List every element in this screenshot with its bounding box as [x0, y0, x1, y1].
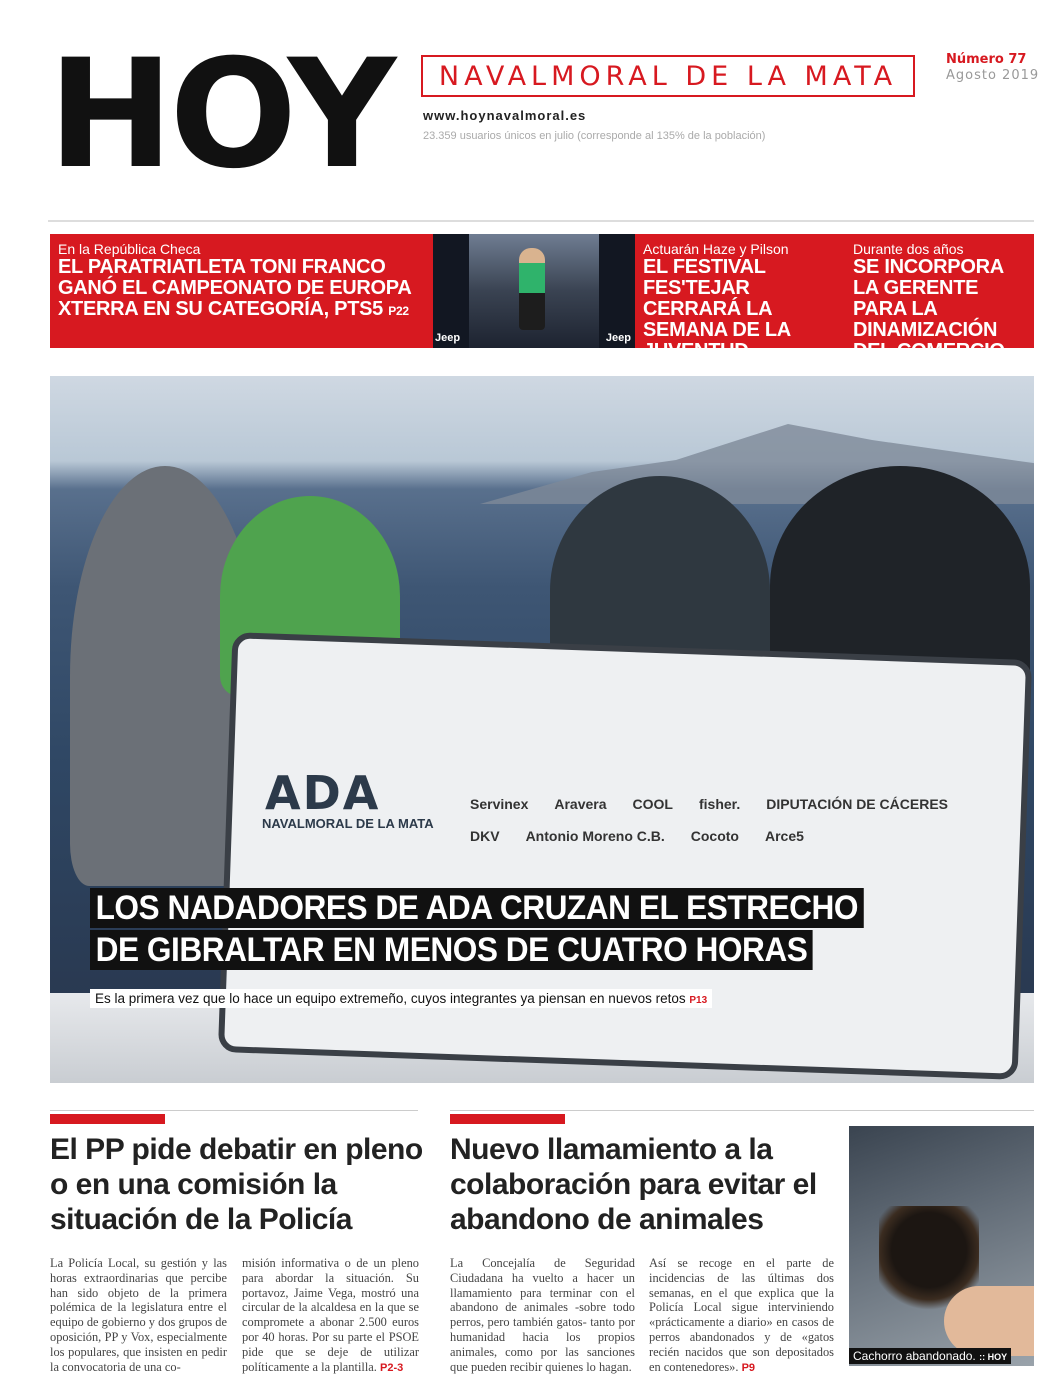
story-headline: EL FESTIVAL FES'TEJAR CERRARÁ LA SEMANA DE LA JUVENTUD P17 — [643, 256, 791, 362]
article-title-police[interactable]: El PP pide debatir en pleno o en una comisión la situación de la Policía — [50, 1133, 423, 1236]
site-url-link[interactable]: www.hoynavalmoral.es — [423, 108, 587, 123]
page-ref: P22 — [388, 304, 409, 318]
strip-story-commerce[interactable] — [845, 234, 1034, 362]
finish-banner-left — [433, 234, 469, 348]
section-divider — [50, 1110, 418, 1111]
sponsor-logo: Jeep — [605, 332, 631, 344]
strip-story-triathlete[interactable] — [50, 234, 433, 348]
issue-number: Número 77 — [946, 52, 1027, 67]
sponsor-logos — [470, 796, 990, 844]
sponsor-logo: Antonio Moreno C.B. — [525, 828, 665, 844]
sponsor-logo: Cocoto — [690, 828, 739, 844]
hoy-logo[interactable]: HOY — [48, 28, 393, 202]
story-headline: EL PARATRIATLETA TONI FRANCO GANÓ EL CAMPEONATO DE EUROPA XTERRA EN SU CATEGORÍA, PTS5 P22 — [58, 256, 411, 320]
main-subhead: Es la primera vez que lo hace un equipo extremeño, cuyos integrantes ya piensan en nuevos retos P13 — [90, 989, 712, 1008]
triathlete-photo — [433, 234, 635, 348]
sponsor-logo: fisher. — [698, 796, 741, 812]
hand-figure — [944, 1286, 1034, 1356]
sponsor-logo: DKV — [470, 828, 500, 844]
page-ref: P2-3 — [379, 1361, 404, 1374]
sponsor-logo: Arce5 — [764, 828, 804, 844]
section-accent-bar — [450, 1114, 565, 1124]
page-ref: P17 — [753, 346, 775, 360]
article-column: Así se recoge en el parte de incidencias de las últimas dos semanas, en el que explica que la Policía Local sigue interviniendo «prácticamente a diario» en casos de perros abandonados y de «gatos recién nacidos que son depositados en contenedores». P9 — [649, 1256, 834, 1374]
article-column: misión informativa o de un pleno para abordar la situación. Su portavoz, Jaime Vega, mostró una circular de la alcaldesa en la que se compromete a abonar 2.500 euros por 40 horas. Por su parte el PSOE pide que se deje de utilizar políticamente a la plantilla. P2-3 — [242, 1256, 419, 1374]
sponsor-logo: Aravera — [554, 796, 607, 812]
story-kicker: En la República Checa — [58, 241, 201, 257]
edition-name: NAVALMORAL DE LA MATA — [438, 60, 898, 92]
issue-date: Agosto 2019 — [946, 68, 1040, 83]
story-kicker: Actuarán Haze y Pilson — [643, 241, 789, 257]
sponsor-logo: Servinex — [470, 796, 529, 812]
ada-logo: ADA — [265, 766, 381, 820]
sponsor-logo: DIPUTACIÓN DE CÁCERES — [766, 796, 948, 812]
section-accent-bar — [50, 1114, 165, 1124]
article-column: La Concejalía de Seguridad Ciudadana ha vuelto a hacer un llamamiento para terminar con el abandono de animales -sobre todo perros, pero también gatos- tanto por humanidad hacia los propios animales, como por las sanciones que pueden recibir quienes lo hagan. — [450, 1256, 635, 1374]
story-headline: SE INCORPORA LA GERENTE PARA LA DINAMIZACIÓN DEL COMERCIO P5 — [853, 256, 1024, 362]
swimmers-photo[interactable] — [50, 376, 1034, 1083]
edition-box — [421, 55, 915, 97]
story-kicker: Durante dos años — [853, 241, 964, 257]
ada-logo-caption: NAVALMORAL DE LA MATA — [262, 816, 434, 831]
page-ref: P13 — [689, 995, 708, 1006]
page-ref: P9 — [741, 1361, 756, 1374]
section-divider — [450, 1110, 1034, 1111]
sponsor-logo: Jeep — [435, 332, 461, 344]
strip-story-festival[interactable] — [635, 234, 845, 362]
sponsor-banner — [218, 632, 1032, 1080]
masthead-divider — [48, 220, 1034, 222]
puppy-photo[interactable] — [849, 1126, 1034, 1366]
article-title-animals[interactable]: Nuevo llamamiento a la colaboración para evitar el abandono de animales — [450, 1133, 817, 1236]
page-ref: P5 — [1009, 346, 1024, 360]
sponsor-logo: COOL — [632, 796, 673, 812]
article-column: La Policía Local, su gestión y las horas extraordinarias que percibe han sido objeto de la primera polémica de la legislatura entre el equipo de gobierno y dos grupos de oposición, PP y Vox, especialmente los populares, que insisten en pedir la convocatoria de una co- — [50, 1256, 227, 1374]
finish-banner-right — [599, 234, 635, 348]
athlete-figure — [519, 248, 545, 330]
photo-credit: :: HOY — [979, 1352, 1008, 1362]
photo-caption: Cachorro abandonado. :: HOY — [849, 1348, 1011, 1364]
headline-line: DE GIBRALTAR EN MENOS DE CUATRO HORAS — [90, 930, 813, 970]
headline-line: LOS NADADORES DE ADA CRUZAN EL ESTRECHO — [90, 888, 864, 928]
audience-stats: 23.359 usuarios únicos en julio (corresponde al 135% de la población) — [423, 130, 766, 142]
main-headline[interactable] — [90, 888, 922, 972]
